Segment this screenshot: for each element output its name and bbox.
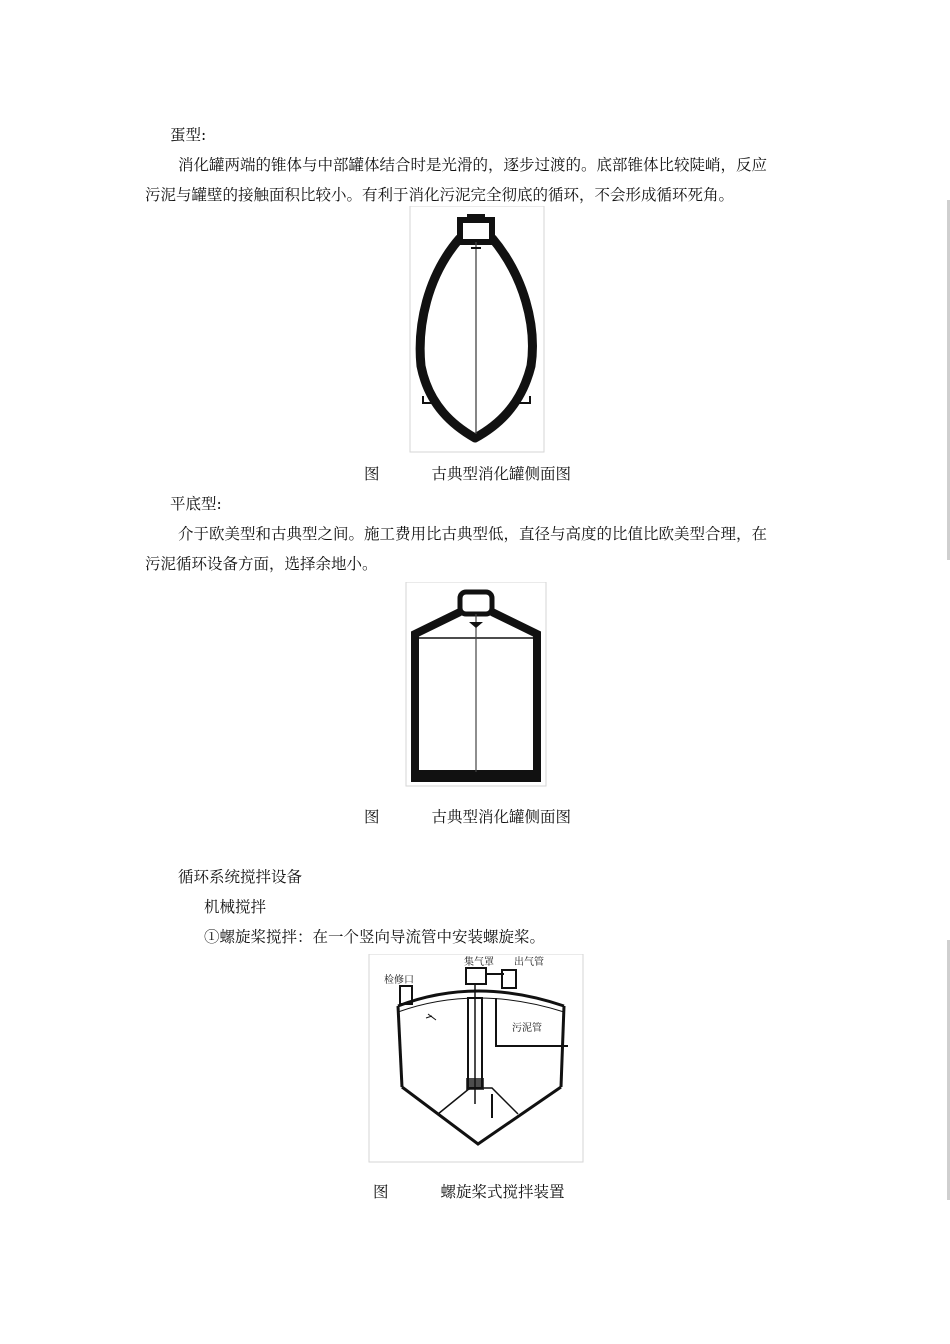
- flat-para-line2: 污泥循环设备方面，选择余地小。: [145, 555, 378, 573]
- egg-figure-caption: [364, 464, 571, 484]
- flat-figure-caption: [364, 807, 571, 827]
- propeller-mixing-item: ①螺旋桨搅拌：在一个竖向导流管中安装螺旋桨。: [204, 928, 546, 946]
- egg-caption-label: 图: [364, 465, 380, 483]
- mixer-caption-label: 图: [373, 1183, 389, 1201]
- mixing-heading: 循环系统搅拌设备: [178, 868, 303, 886]
- flat-para-line1: 介于欧美型和古典型之间。施工费用比古典型低，直径与高度的比值比欧美型合理，在: [178, 525, 768, 543]
- flat-heading: 平底型:: [170, 495, 222, 513]
- propeller-mixer-figure: [368, 954, 584, 1164]
- mixer-caption-text: 螺旋桨式搅拌装置: [440, 1183, 565, 1201]
- mixer-figure-caption: [373, 1182, 565, 1202]
- gas-outlet-label: 出气管: [514, 957, 544, 968]
- gas-hood-label: 集气罩: [464, 957, 494, 968]
- egg-caption-text: 古典型消化罐侧面图: [431, 465, 572, 483]
- egg-para-line1: 消化罐两端的锥体与中部罐体结合时是光滑的，逐步过渡的。底部锥体比较陡峭，反应: [178, 156, 768, 174]
- inspection-port-label: 检修口: [384, 975, 414, 986]
- egg-digester-figure: [409, 206, 545, 453]
- egg-heading: 蛋型:: [170, 126, 207, 144]
- flat-caption-text: 古典型消化罐侧面图: [431, 808, 572, 826]
- mechanical-mixing-subheading: 机械搅拌: [204, 898, 267, 916]
- egg-para-line2: 污泥与罐壁的接触面积比较小。有利于消化污泥完全彻底的循环，不会形成循环死角。: [145, 186, 735, 204]
- flat-caption-label: 图: [364, 808, 380, 826]
- sludge-pipe-label: 污泥管: [512, 1023, 542, 1034]
- flat-bottom-digester-figure: [405, 582, 547, 787]
